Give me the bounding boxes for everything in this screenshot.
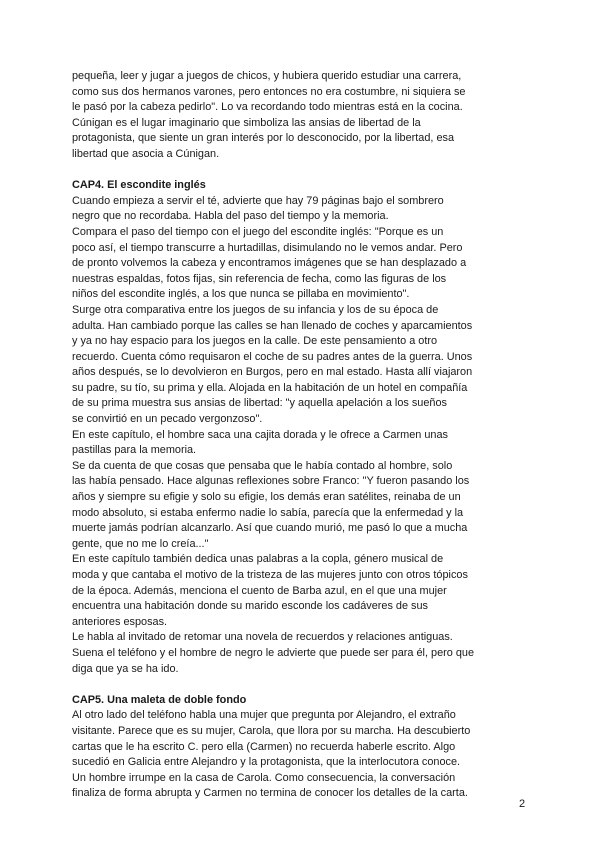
text-line: su padre, su tío, su prima y ella. Alojada en la habitación de un hotel en compañía: [72, 381, 468, 394]
text-line: visitante. Parece que es su mujer, Carola, que llora por su marcha. Ha descubierto: [72, 724, 471, 737]
section-cap4: [72, 178, 530, 677]
text-line: Se da cuenta de que cosas que pensaba que le había contado al hombre, solo: [72, 459, 453, 472]
section-cap5: [72, 693, 530, 802]
text-line: Surge otra comparativa entre los juegos de su infancia y los de su época de: [72, 303, 439, 316]
text-line: anteriores esposas.: [72, 615, 168, 628]
text-line: sucedió en Galicia entre Alejandro y la protagonista, que la interlocutora conoce.: [72, 756, 461, 769]
text-line: años y siempre su efigie y solo su efigie, los demás eran satélites, reinaba de un: [72, 491, 461, 504]
text-line: Un hombre irrumpe en la casa de Carola. Como consecuencia, la conversación: [72, 771, 456, 784]
text-line: Suena el teléfono y el hombre de negro le advierte que puede ser para él, pero que: [72, 646, 475, 659]
text-line: Cuando empieza a servir el té, advierte que hay 79 páginas bajo el sombrero: [72, 194, 444, 207]
paragraph-gap: [72, 677, 530, 693]
text-line: moda y que cantaba el motivo de la tristeza de las mujeres junto con otros tópicos: [72, 569, 468, 581]
text-line: de su prima muestra sus ansias de libertad: "y aquella apelación a los sueños: [72, 397, 447, 410]
text-line: Cúnigan es el lugar imaginario que simboliza las ansias de libertad de la: [72, 116, 421, 129]
text-line: cartas que le ha escrito C. pero ella (Carmen) no recuerda haberle escrito. Algo: [72, 740, 456, 753]
text-line: encuentra una habitación donde su marido esconde los cadáveres de sus: [72, 600, 428, 613]
text-line: gente, que no me lo creía...": [72, 537, 209, 550]
text-line: protagonista, que siente un gran interés por lo desconocido, por la libertad, esa: [72, 132, 455, 145]
text-line: de pronto volvemos la cabeza y encontramos imágenes que se han desplazado a: [72, 257, 467, 270]
text-line: finaliza de forma abrupta y Carmen no termina de conocer los detalles de la carta.: [72, 787, 468, 800]
text-line: recuerdo. Cuenta cómo requisaron el coche de su padres antes de la guerra. Unos: [72, 350, 473, 363]
text-line: las había pensado. Hace algunas reflexiones sobre Franco: "Y fueron pasando los: [72, 475, 470, 488]
text-line: nuestras espaldas, fotos fijas, sin referencia de fecha, como las figuras de los: [72, 272, 447, 285]
text-line: años después, se lo devolvieron en Burgos, pero en mal estado. Hasta allí viajaron: [72, 366, 473, 379]
text-line: se convirtió en un pecado vergonzoso".: [72, 413, 263, 426]
text-line: libertad que asocia a Cúnigan.: [72, 147, 220, 160]
text-line: En este capítulo, el hombre saca una cajita dorada y le ofrece a Carmen unas: [72, 428, 448, 441]
text-line: muerte jamás podrían alcanzarlo. Así que cuando murió, me pasó lo que a mucha: [72, 522, 468, 535]
text-line: Le habla al invitado de retomar una novela de recuerdos y relaciones antiguas.: [72, 631, 453, 644]
text-line: niños del escondite inglés, a los que nunca se pillaba en movimiento".: [72, 288, 410, 301]
text-line: diga que ya se ha ido.: [72, 662, 179, 675]
text-line: modo absoluto, si estaba enfermo nadie lo sabía, parecía que la enfermedad y la: [72, 506, 464, 519]
text-line: negro que no recordaba. Habla del paso del tiempo y la memoria.: [72, 210, 389, 223]
page-number: 2: [519, 798, 526, 810]
text-line: Al otro lado del teléfono habla una mujer que pregunta por Alejandro, el extraño: [72, 709, 456, 722]
text-line: adulta. Han cambiado porque las calles se han llenado de coches y aparcamientos: [72, 319, 473, 332]
text-line: poco así, el tiempo transcurre a hurtadillas, disimulando no le vemos andar. Pero: [72, 241, 463, 254]
section-heading: CAP5. Una maleta de doble fondo: [72, 693, 247, 706]
text-line: pequeña, leer y jugar a juegos de chicos, y hubiera querido estudiar una carrera,: [72, 70, 462, 82]
text-line: le pasó por la cabeza pedirlo". Lo va recordando todo mientras está en la cocina.: [72, 101, 463, 114]
text-line: y ya no hay espacio para los juegos en la calle. De este pensamiento a otro: [72, 335, 438, 348]
paragraph-gap: [72, 163, 530, 179]
intro-paragraph: [72, 69, 530, 163]
section-heading: CAP4. El escondite inglés: [72, 179, 206, 192]
text-line: como sus dos hermanos varones, pero entonces no era costumbre, ni siquiera se: [72, 85, 466, 98]
page-body: [72, 69, 530, 802]
text-line: En este capítulo también dedica unas palabras a la copla, género musical de: [72, 553, 444, 566]
text-line: Compara el paso del tiempo con el juego del escondite inglés: "Porque es un: [72, 225, 444, 238]
text-line: pastillas para la memoria.: [72, 444, 197, 457]
text-line: de la época. Además, menciona el cuento de Barba azul, en el que una mujer: [72, 584, 447, 597]
